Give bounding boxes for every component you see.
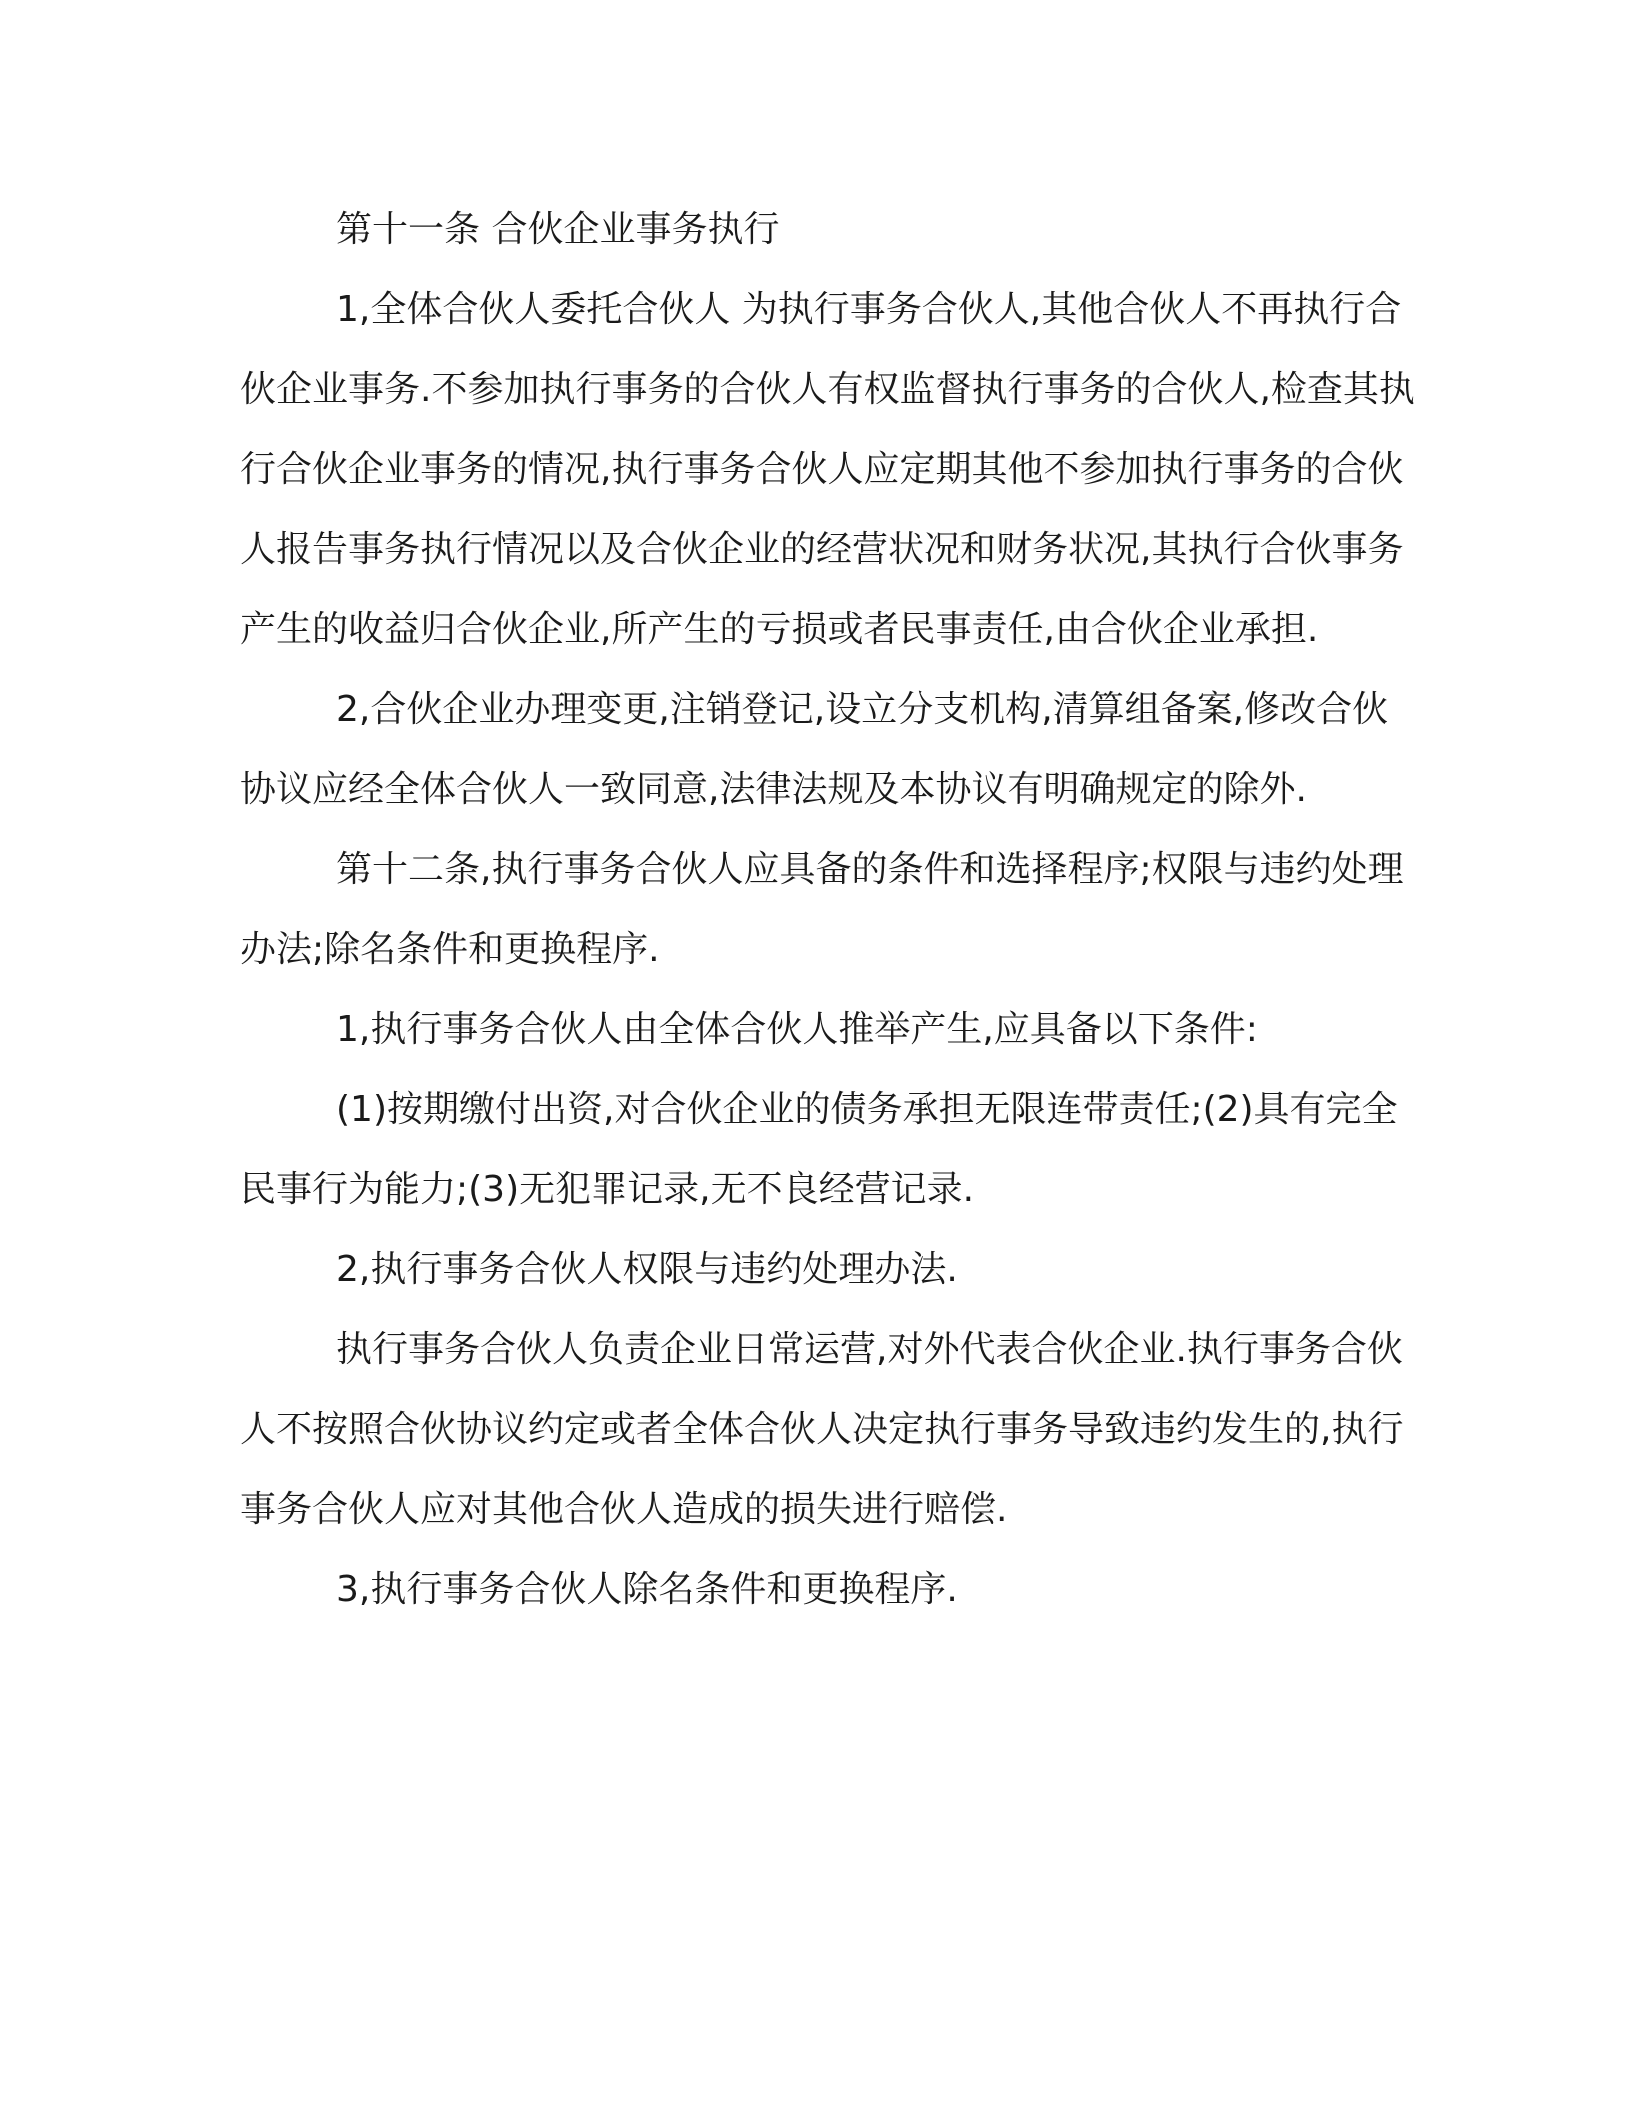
article-12-clause-3: 3,执行事务合伙人除名条件和更换程序. — [336, 1569, 958, 1610]
article-12-clause-1: 1,执行事务合伙人由全体合伙人推举产生,应具备以下条件: — [336, 1009, 1258, 1050]
article-11-clause-2: 2,合伙企业办理变更,注销登记,设立分支机构,清算组备案,修改合伙协议应经全体合伙人一致同意,法律法规及本协议有明确规定的除外. — [240, 689, 1389, 810]
article-11-clause-1: 1,全体合伙人委托合伙人 为执行事务合伙人,其他合伙人不再执行合伙企业事务.不参加执行事务的合伙人有权监督执行事务的合伙人,检查其执行合伙企业事务的情况,执行事务合伙人应定期其他不参加执行事务的合伙人报告事务执行情况以及合伙企业的经营状况和财务状况,其执行合伙事务产生的收益归合伙企业,所产生的亏损或者民事责任,由合伙企业承担. — [240, 289, 1415, 650]
article-12-clause-2: 2,执行事务合伙人权限与违约处理办法. — [336, 1249, 958, 1290]
article-12-heading: 第十二条,执行事务合伙人应具备的条件和选择程序;权限与违约处理办法;除名条件和更换程序. — [240, 849, 1404, 970]
article-11-heading: 第十一条 合伙企业事务执行 — [336, 209, 780, 250]
document-body — [240, 190, 1420, 1630]
article-12-clause-2-body: 执行事务合伙人负责企业日常运营,对外代表合伙企业.执行事务合伙人不按照合伙协议约定或者全体合伙人决定执行事务导致违约发生的,执行事务合伙人应对其他合伙人造成的损失进行赔偿. — [240, 1329, 1404, 1530]
article-12-conditions: (1)按期缴付出资,对合伙企业的债务承担无限连带责任;(2)具有完全民事行为能力;(3)无犯罪记录,无不良经营记录. — [240, 1089, 1398, 1210]
